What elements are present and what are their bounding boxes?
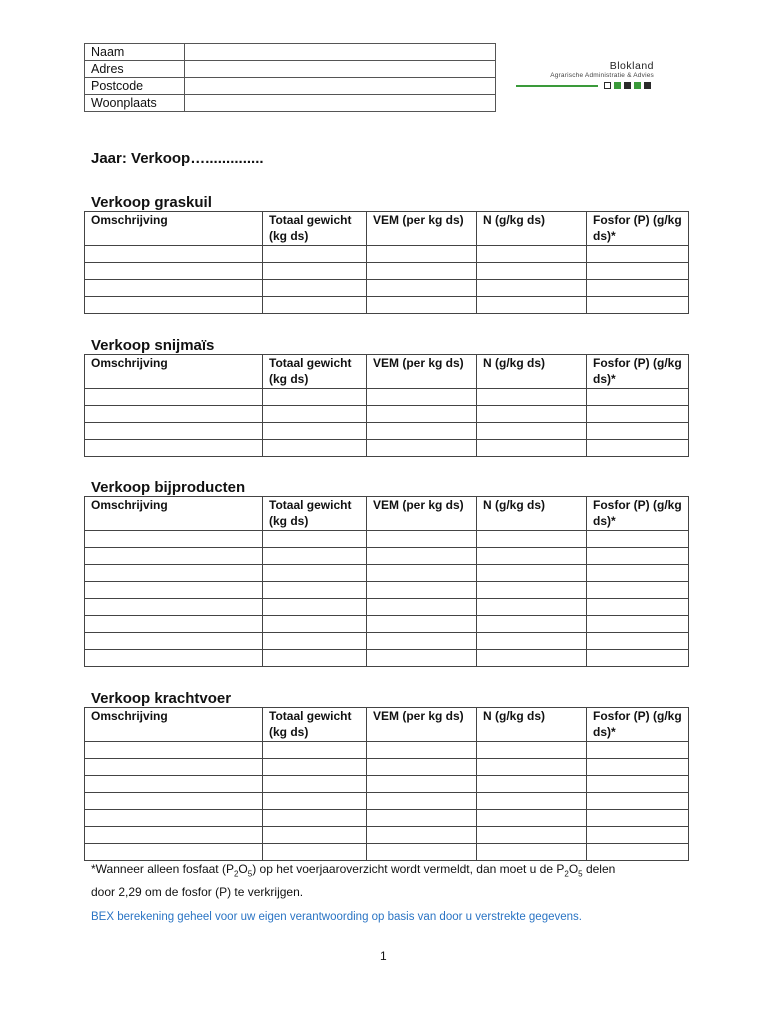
table-cell-input[interactable] <box>367 246 477 263</box>
table-cell-input[interactable] <box>587 650 689 667</box>
table-cell-input[interactable] <box>263 440 367 457</box>
footnote: *Wanneer alleen fosfaat $(P_2O_5)$ op het voerjaaroverzicht wordt vermeldt, dan moet u de $P_2O_5$ delen door 2,29 om de fosfor (P) te verkrijgen. <box>91 862 616 900</box>
blokland-logo <box>516 60 658 92</box>
section-title: Verkoop bijproducten <box>91 479 246 496</box>
table-cell-input[interactable] <box>367 389 477 406</box>
table-cell-input[interactable] <box>85 263 263 280</box>
table-cell-input[interactable] <box>367 548 477 565</box>
page-heading: Jaar: Verkoop….............. <box>91 150 264 167</box>
table-cell-input[interactable] <box>587 406 689 423</box>
info-label: Naam <box>85 44 185 61</box>
table-cell-input[interactable] <box>263 650 367 667</box>
table-cell-input[interactable] <box>367 531 477 548</box>
table-cell-input[interactable] <box>85 582 263 599</box>
table-cell-input[interactable] <box>587 263 689 280</box>
table-cell-input[interactable] <box>367 616 477 633</box>
table-row <box>85 827 689 844</box>
table-cell-input[interactable] <box>477 742 587 759</box>
column-header: N (g/kg ds) <box>477 212 587 246</box>
column-header: VEM (per kg ds) <box>367 212 477 246</box>
column-header: Totaal gewicht (kg ds) <box>263 708 367 742</box>
naam-field[interactable] <box>185 44 496 61</box>
table-cell-input[interactable] <box>477 810 587 827</box>
table-cell-input[interactable] <box>263 263 367 280</box>
table-row <box>85 263 689 280</box>
table-cell-input[interactable] <box>587 599 689 616</box>
table-cell-input[interactable] <box>587 423 689 440</box>
table-cell-input[interactable] <box>477 531 587 548</box>
table-header-row <box>85 497 689 531</box>
table-header-row <box>85 708 689 742</box>
table-cell-input[interactable] <box>587 776 689 793</box>
table-row <box>85 565 689 582</box>
table-cell-input[interactable] <box>263 582 367 599</box>
table-row <box>85 810 689 827</box>
column-header: Fosfor (P) (g/kg ds)* <box>587 708 689 742</box>
logo-square <box>644 82 651 89</box>
table-row <box>85 650 689 667</box>
table-cell-input[interactable] <box>477 827 587 844</box>
table-cell-input[interactable] <box>367 827 477 844</box>
table-cell-input[interactable] <box>263 548 367 565</box>
table-cell-input[interactable] <box>263 531 367 548</box>
section-title: Verkoop snijmaïs <box>91 337 215 354</box>
table-row <box>85 793 689 810</box>
table-cell-input[interactable] <box>477 616 587 633</box>
table-cell-input[interactable] <box>477 246 587 263</box>
table-cell-input[interactable] <box>263 810 367 827</box>
info-row-woonplaats <box>85 95 496 112</box>
column-header: Omschrijving <box>85 497 263 531</box>
bex-note: BEX berekening geheel voor uw eigen verantwoording op basis van door u verstrekte gegevens. <box>91 911 582 923</box>
table-cell-input[interactable] <box>367 406 477 423</box>
info-label: Postcode <box>85 78 185 95</box>
table-cell-input[interactable] <box>263 742 367 759</box>
table-cell-input[interactable] <box>263 827 367 844</box>
table-cell-input[interactable] <box>367 844 477 861</box>
table-cell-input[interactable] <box>85 810 263 827</box>
table-cell-input[interactable] <box>85 423 263 440</box>
section-title: Verkoop graskuil <box>91 194 212 211</box>
table-row <box>85 406 689 423</box>
sales-table <box>84 354 689 457</box>
table-row <box>85 297 689 314</box>
table-cell-input[interactable] <box>477 423 587 440</box>
table-cell-input[interactable] <box>587 440 689 457</box>
table-cell-input[interactable] <box>367 759 477 776</box>
info-row-adres <box>85 61 496 78</box>
column-header: Fosfor (P) (g/kg ds)* <box>587 355 689 389</box>
table-cell-input[interactable] <box>85 844 263 861</box>
table-cell-input[interactable] <box>477 793 587 810</box>
table-cell-input[interactable] <box>477 565 587 582</box>
table-cell-input[interactable] <box>477 280 587 297</box>
table-cell-input[interactable] <box>477 263 587 280</box>
column-header: Fosfor (P) (g/kg ds)* <box>587 497 689 531</box>
table-cell-input[interactable] <box>587 531 689 548</box>
column-header: Totaal gewicht (kg ds) <box>263 497 367 531</box>
table-cell-input[interactable] <box>263 297 367 314</box>
column-header: Fosfor (P) (g/kg ds)* <box>587 212 689 246</box>
logo-square <box>614 82 621 89</box>
table-cell-input[interactable] <box>477 633 587 650</box>
column-header: Omschrijving <box>85 708 263 742</box>
table-cell-input[interactable] <box>587 389 689 406</box>
table-cell-input[interactable] <box>85 793 263 810</box>
page-number: 1 <box>380 949 387 963</box>
table-cell-input[interactable] <box>85 531 263 548</box>
table-cell-input[interactable] <box>477 440 587 457</box>
table-cell-input[interactable] <box>587 742 689 759</box>
table-cell-input[interactable] <box>85 548 263 565</box>
table-row <box>85 531 689 548</box>
table-row <box>85 280 689 297</box>
table-cell-input[interactable] <box>367 297 477 314</box>
table-cell-input[interactable] <box>263 633 367 650</box>
table-cell-input[interactable] <box>85 246 263 263</box>
logo-line <box>516 85 598 87</box>
table-cell-input[interactable] <box>587 582 689 599</box>
column-header: VEM (per kg ds) <box>367 497 477 531</box>
table-cell-input[interactable] <box>477 759 587 776</box>
column-header: Omschrijving <box>85 212 263 246</box>
table-cell-input[interactable] <box>367 742 477 759</box>
column-header: N (g/kg ds) <box>477 497 587 531</box>
client-info-table <box>84 43 496 112</box>
sales-table <box>84 496 689 667</box>
table-cell-input[interactable] <box>587 759 689 776</box>
table-cell-input[interactable] <box>477 650 587 667</box>
woonplaats-field[interactable] <box>185 95 496 112</box>
table-cell-input[interactable] <box>367 280 477 297</box>
table-cell-input[interactable] <box>85 280 263 297</box>
column-header: Omschrijving <box>85 355 263 389</box>
table-cell-input[interactable] <box>85 565 263 582</box>
table-cell-input[interactable] <box>367 633 477 650</box>
table-cell-input[interactable] <box>587 633 689 650</box>
column-header: Totaal gewicht (kg ds) <box>263 355 367 389</box>
sales-table <box>84 707 689 861</box>
table-cell-input[interactable] <box>477 599 587 616</box>
table-row <box>85 776 689 793</box>
table-cell-input[interactable] <box>587 280 689 297</box>
table-cell-input[interactable] <box>477 548 587 565</box>
table-cell-input[interactable] <box>367 565 477 582</box>
table-cell-input[interactable] <box>587 548 689 565</box>
table-cell-input[interactable] <box>587 810 689 827</box>
table-cell-input[interactable] <box>477 297 587 314</box>
table-cell-input[interactable] <box>367 650 477 667</box>
table-cell-input[interactable] <box>263 406 367 423</box>
table-cell-input[interactable] <box>367 440 477 457</box>
table-row <box>85 423 689 440</box>
adres-field[interactable] <box>185 61 496 78</box>
table-row <box>85 548 689 565</box>
table-cell-input[interactable] <box>477 389 587 406</box>
info-row-naam <box>85 44 496 61</box>
table-cell-input[interactable] <box>263 389 367 406</box>
logo-square <box>624 82 631 89</box>
table-cell-input[interactable] <box>367 793 477 810</box>
table-cell-input[interactable] <box>587 565 689 582</box>
table-cell-input[interactable] <box>587 827 689 844</box>
logo-square-outline <box>604 82 611 89</box>
table-cell-input[interactable] <box>85 759 263 776</box>
table-cell-input[interactable] <box>85 440 263 457</box>
info-row-postcode <box>85 78 496 95</box>
table-cell-input[interactable] <box>477 582 587 599</box>
table-cell-input[interactable] <box>367 599 477 616</box>
table-cell-input[interactable] <box>85 406 263 423</box>
table-cell-input[interactable] <box>587 246 689 263</box>
table-cell-input[interactable] <box>477 776 587 793</box>
table-cell-input[interactable] <box>263 280 367 297</box>
table-cell-input[interactable] <box>263 616 367 633</box>
table-cell-input[interactable] <box>367 423 477 440</box>
table-cell-input[interactable] <box>587 844 689 861</box>
table-cell-input[interactable] <box>85 297 263 314</box>
table-cell-input[interactable] <box>367 582 477 599</box>
column-header: Totaal gewicht (kg ds) <box>263 212 367 246</box>
table-row <box>85 389 689 406</box>
table-cell-input[interactable] <box>367 263 477 280</box>
table-row <box>85 599 689 616</box>
sales-table <box>84 211 689 314</box>
table-cell-input[interactable] <box>85 742 263 759</box>
table-cell-input[interactable] <box>85 616 263 633</box>
table-cell-input[interactable] <box>85 776 263 793</box>
table-cell-input[interactable] <box>263 793 367 810</box>
table-cell-input[interactable] <box>587 793 689 810</box>
table-cell-input[interactable] <box>367 776 477 793</box>
table-cell-input[interactable] <box>477 406 587 423</box>
table-header-row <box>85 355 689 389</box>
table-row <box>85 246 689 263</box>
section-title: Verkoop krachtvoer <box>91 690 232 707</box>
table-cell-input[interactable] <box>263 599 367 616</box>
table-cell-input[interactable] <box>587 297 689 314</box>
column-header: N (g/kg ds) <box>477 355 587 389</box>
table-row <box>85 633 689 650</box>
logo-square <box>634 82 641 89</box>
column-header: N (g/kg ds) <box>477 708 587 742</box>
logo-name: Blokland <box>609 60 654 72</box>
table-row <box>85 440 689 457</box>
table-row <box>85 844 689 861</box>
table-row <box>85 616 689 633</box>
table-cell-input[interactable] <box>367 810 477 827</box>
table-row <box>85 582 689 599</box>
table-cell-input[interactable] <box>263 776 367 793</box>
table-cell-input[interactable] <box>85 633 263 650</box>
table-header-row <box>85 212 689 246</box>
table-cell-input[interactable] <box>85 599 263 616</box>
table-cell-input[interactable] <box>85 650 263 667</box>
column-header: VEM (per kg ds) <box>367 355 477 389</box>
table-cell-input[interactable] <box>587 616 689 633</box>
info-label: Woonplaats <box>85 95 185 112</box>
column-header: VEM (per kg ds) <box>367 708 477 742</box>
table-row <box>85 759 689 776</box>
table-cell-input[interactable] <box>263 844 367 861</box>
table-cell-input[interactable] <box>85 827 263 844</box>
table-cell-input[interactable] <box>263 759 367 776</box>
table-cell-input[interactable] <box>263 246 367 263</box>
table-cell-input[interactable] <box>263 423 367 440</box>
info-label: Adres <box>85 61 185 78</box>
table-cell-input[interactable] <box>263 565 367 582</box>
postcode-field[interactable] <box>185 78 496 95</box>
table-cell-input[interactable] <box>85 389 263 406</box>
logo-tagline: Agrarische Administratie & Advies <box>550 72 654 79</box>
table-cell-input[interactable] <box>477 844 587 861</box>
table-row <box>85 742 689 759</box>
